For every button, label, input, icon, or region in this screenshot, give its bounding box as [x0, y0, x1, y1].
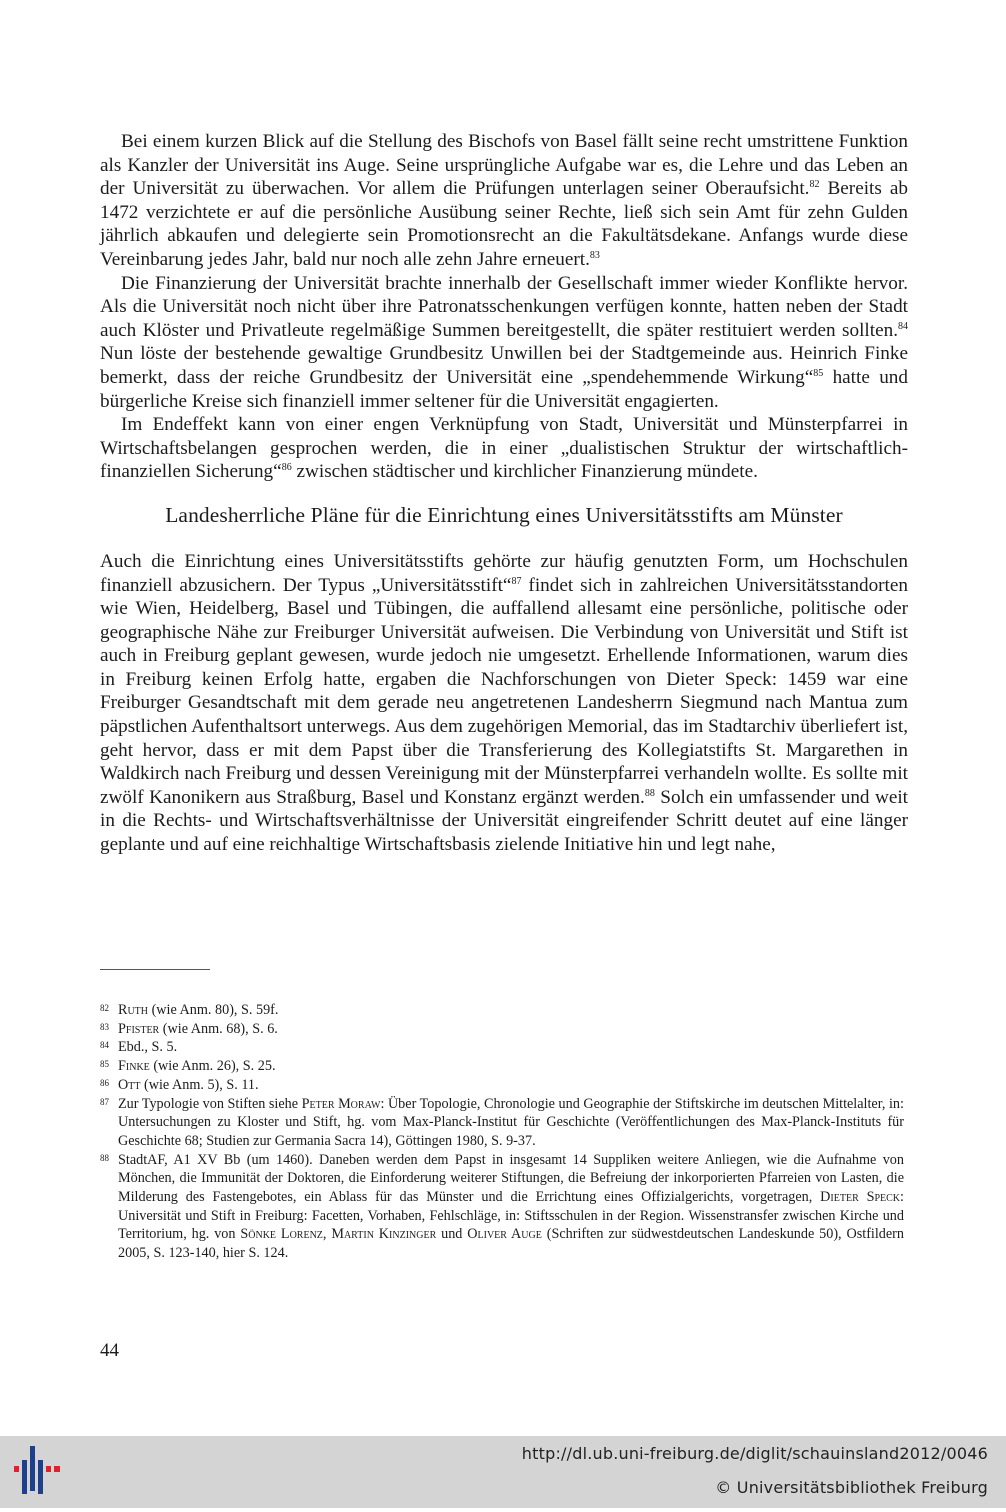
body-text	[100, 130, 908, 857]
author-name: Sönke Lorenz	[240, 1226, 323, 1243]
paragraph: Im Endeffekt kann von einer engen Verknüpfung von Stadt, Universität und Münsterpfarrei in Wirtschaftsbelangen gesprochen werden, die in einer „dualistischen Struktur der wirtschaftlich-finanziellen Sicherung“$^{86}$ zwischen städtischer und kirchlicher Finanzierung mündete.	[100, 414, 908, 483]
footnote-82: 82 Ruth (wie Anm. 80), S. 59f.	[100, 1002, 279, 1018]
author-name: Finke	[118, 1058, 150, 1075]
footnote-83: 83 Pfister (wie Anm. 68), S. 6.	[100, 1020, 278, 1037]
footnote-85: 85 Finke (wie Anm. 26), S. 25.	[100, 1058, 276, 1075]
footnote-number: 83	[100, 1021, 109, 1032]
footnote-ref[interactable]: 88	[644, 787, 655, 799]
footnote-ref[interactable]: 83	[589, 249, 600, 261]
footnote-number: 84	[100, 1040, 109, 1051]
footnote-86: 86 Ott (wie Anm. 5), S. 11.	[100, 1076, 259, 1093]
source-url-link[interactable]: http://dl.ub.uni-freiburg.de/diglit/schauinsland2012/0046	[521, 1444, 988, 1463]
footnote-number: 87	[100, 1096, 109, 1107]
footnote-number: 82	[100, 1003, 109, 1013]
author-name: Ruth	[118, 1002, 149, 1018]
footnote-ref[interactable]: 82	[809, 179, 820, 191]
footnote-ref[interactable]: 87	[511, 575, 522, 587]
author-name: Martin Kinzinger	[331, 1226, 437, 1243]
author-name: Pfister	[118, 1020, 160, 1037]
paragraph: Auch die Einrichtung eines Universitätsstifts gehörte zur häufig genutzten Form, um Hochschulen finanziell abzusichern. Der Typus „Universitätsstift“$^{87}$ findet sich in zahlreichen Universitätsstandorten wie Wien, Heidelberg, Basel und Tübingen, die auffallend allesamt eine persönliche, politische oder geographische Nähe zur Freiburger Universität aufweisen. Die Verbindung von Universität und Stift ist auch in Freiburg geplant gewesen, wurde jedoch nie umgesetzt. Erhellende Informationen, warum dies in Freiburg keinen Erfolg hatte, ergaben die Nachforschungen von Dieter Speck: 1459 war eine Freiburger Gesandtschaft mit dem gerade neu angetretenen Landesherrn Siegmund nach Mantua zum päpstlichen Aufenthaltsort unterwegs. Aus dem zugehörigen Memorial, das im Stadtarchiv überliefert ist, geht hervor, dass er mit dem Papst über die Transferierung des Kollegiatstifts St. Margarethen in Waldkirch nach Freiburg und dessen Vereinigung mit der Münsterpfarrei verhandeln wollte. Es sollte mit zwölf Kanonikern aus Straßburg, Basel und Konstanz ergänzt werden.$^{88}$ Solch ein umfassender und weit in die Rechts- und Wirtschaftsverhältnisse der Universität eingreifender Schritt deutet auf eine länger geplante und auf eine reichhaltige Wirtschaftsbasis zielende Initiative hin und legt nahe,	[100, 550, 909, 856]
footnote-ref[interactable]: 85	[813, 367, 824, 379]
paragraph: Die Finanzierung der Universität brachte innerhalb der Gesellschaft immer wieder Konflikte hervor. Als die Universität noch nicht über ihre Patronatsschenkungen verfügen konnte, hatten neben der Stadt auch Klöster und Privatleute regelmäßige Summen bereitgestellt, die später restituiert werden sollten.$^{84}$ Nun löste der bestehende gewaltige Grundbesitz Unwillen bei der Stadtgemeinde aus. Heinrich Finke bemerkt, dass der reiche Grundbesitz der Universität eine „spendehemmende Wirkung“$^{85}$ hatte und bürgerliche Kreise sich finanziell immer seltener für die Universität engagierten.	[100, 272, 908, 412]
author-name: Oliver Auge	[467, 1226, 542, 1243]
footer-bar	[0, 1436, 1006, 1508]
footnote-ref[interactable]: 86	[281, 462, 292, 474]
footnote-divider	[100, 969, 210, 970]
footnotes	[100, 1001, 904, 1263]
library-logo-icon	[0, 1436, 70, 1508]
author-name: Dieter Speck	[820, 1189, 901, 1206]
footnote-number: 88	[100, 1152, 109, 1163]
footnote-ref[interactable]: 84	[898, 320, 908, 332]
copyright-text: © Universitätsbibliothek Freiburg	[715, 1478, 988, 1497]
footnote-84: 84 Ebd., S. 5.	[100, 1039, 178, 1056]
page-number: 44	[100, 1340, 119, 1361]
footnote-87: 87 Zur Typologie von Stiften siehe Peter Moraw: Über Topologie, Chronologie und Geographie der Stiftskirche im deutschen Mittelalter, in: Untersuchungen zu Kloster und Stift, hg. vom Max-Planck-Institut für Geschichte (Veröffentlichungen des Max-Planck-Instituts für Geschichte 68; Studien zur Germania Sacra 14), Göttingen 1980, S. 9-37.	[100, 1095, 904, 1149]
author-name: Peter Moraw	[301, 1095, 381, 1112]
footnote-88: 88 StadtAF, A1 XV Bb (um 1460). Daneben werden dem Papst in insgesamt 14 Suppliken weitere Anliegen, wie die Aufnahme von Mönchen, die Immunität der Doktoren, die Einforderung weiterer Stiftungen, die Befreiung der inkorporierten Pfarreien von Lasten, die Milderung des Fastengebotes, ein Ablass für das Münster und die Errichtung eines Offizialgerichts, vorgetragen, Dieter Speck: Universität und Stift in Freiburg: Facetten, Vorhaben, Fehlschläge, in: Stiftsschulen in der Region. Wissenstransfer zwischen Kirche und Territorium, hg. von Sönke Lorenz, Martin Kinzinger und Oliver Auge (Schriften zur südwestdeutschen Landeskunde 50), Ostfildern 2005, S. 123-140, hier S. 124.	[100, 1151, 905, 1262]
footnote-number: 85	[100, 1059, 109, 1070]
footnote-number: 86	[100, 1077, 109, 1088]
author-name: Ott	[118, 1076, 141, 1093]
paragraph: Bei einem kurzen Blick auf die Stellung des Bischofs von Basel fällt seine recht umstrittene Funktion als Kanzler der Universität ins Auge. Seine ursprüngliche Aufgabe war es, die Lehre und das Leben an der Universität zu überwachen. Vor allem die Prüfungen unterlagen seiner Oberaufsicht.$^{82}$ Bereits ab 1472 verzichtete er auf die persönliche Ausübung seiner Rechte, ließ sich sein Amt für zehn Gulden jährlich abkaufen und delegierte sein Promotionsrecht an die Fakultätsdekane. Anfangs wurde diese Vereinbarung jedes Jahr, bald nur noch alle zehn Jahre erneuert.$^{83}$	[100, 131, 908, 270]
section-heading: Landesherrliche Pläne für die Einrichtung eines Universitätsstifts am Münster	[165, 502, 843, 527]
